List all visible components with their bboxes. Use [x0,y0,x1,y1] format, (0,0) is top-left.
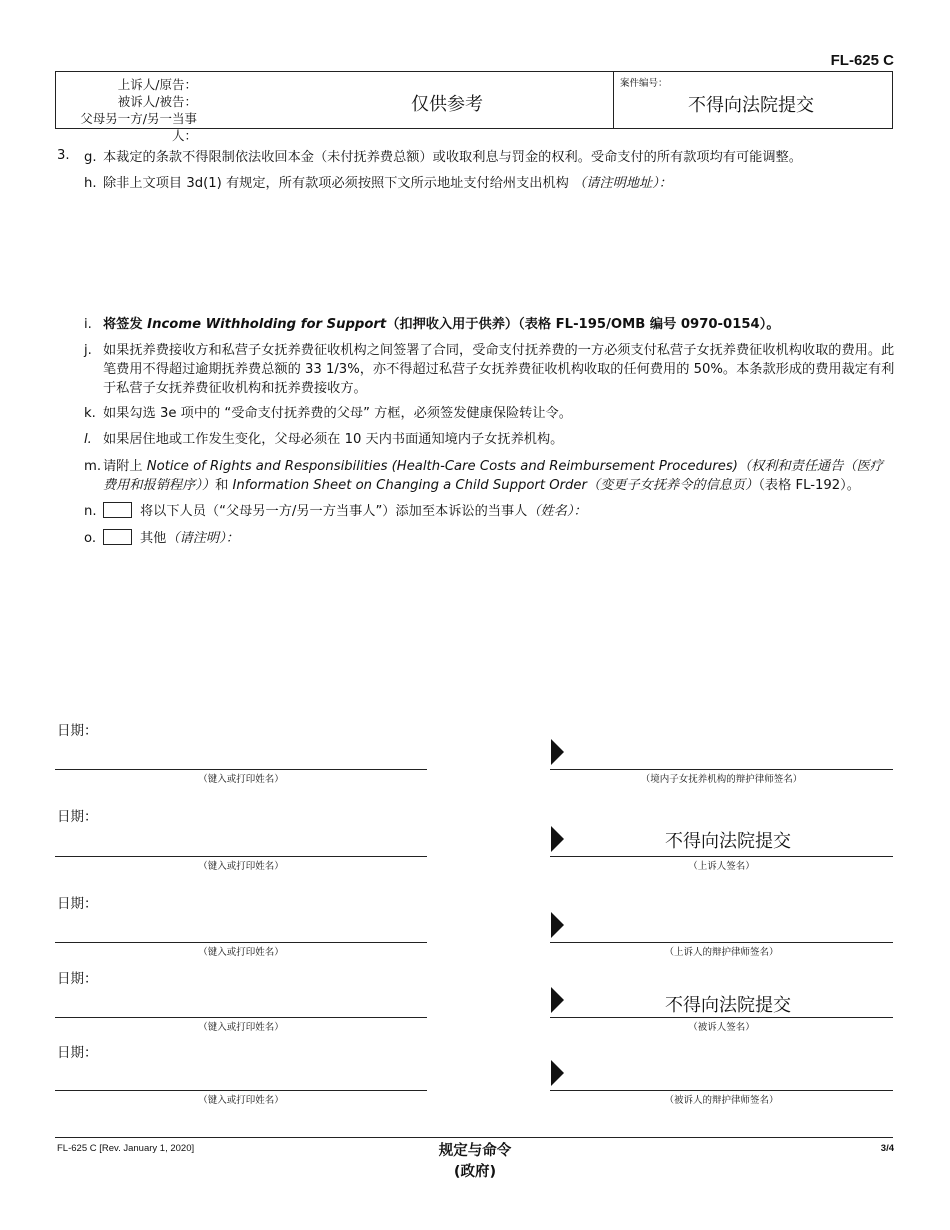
footer-title-block [375,1141,575,1183]
item-l-label: l. [84,432,92,447]
item-h-instruction: （请注明地址）： [573,176,672,191]
form-id: FL-625 C [830,52,894,69]
case-number-value: 不得向法院提交 [688,95,814,116]
sig5-name-line[interactable] [55,1090,427,1091]
footer-subtitle: (政府) [453,1164,497,1180]
item-h-content [103,174,895,193]
caption-label-petitioner: 上诉人/原告： [117,77,197,92]
item-g-text: 本裁定的条款不得限制依法收回本金（未付抚养费总额）或收取利息与罚金的权利。受命支付的所有款项均有可能调整。 [103,150,802,165]
item-i-label: i. [84,317,92,332]
sig3-date-label: 日期： [57,896,98,912]
item-k-text: 如果勾选 3e 项中的 “受命支付抚养费的父母” 方框，必须签发健康保险转让令。 [103,406,572,421]
sig1-name-caption: （键入或打印姓名） [198,774,284,785]
sig1-signature-caption: （境内子女抚养机构的辩护律师签名） [640,774,803,785]
item-l-text: 如果居住地或工作发生变化，父母必须在 10 天内书面通知境内子女抚养机构。 [103,432,564,447]
case-number-label: 案件编号： [620,78,668,89]
section-number: 3. [57,148,70,163]
item-i-pre: 将签发 [103,317,148,332]
item-m-pre: 请附上 [103,459,147,474]
item-i-post: （扣押收入用于供养）（表格 FL-195/OMB 编号 0970-0154）。 [386,317,780,332]
sig4-name-caption: （键入或打印姓名） [198,1022,284,1033]
sig1-signature-line[interactable] [550,769,893,770]
item-h-label: h. [84,176,97,191]
item-n-text: 将以下人员（“父母另一方/另一方当事人”）添加至本诉讼的当事人 [140,504,528,519]
sig5-arrow-icon [551,1060,564,1086]
sig5-name-caption: （键入或打印姓名） [198,1095,284,1106]
footer-divider [55,1137,893,1138]
item-m-title1: Notice of Rights and Responsibilities (Health-Care Costs and Reimbursement Procedures) [146,459,738,474]
sig5-signature-caption: （被诉人的辩护律师签名） [664,1095,779,1106]
item-i-form-title: Income Withholding for Support [147,317,387,332]
sig4-signature-line[interactable] [550,1017,893,1018]
item-o-text: 其他 [140,531,167,546]
footer-title: 规定与命令 [438,1143,512,1159]
sig2-name-caption: （键入或打印姓名） [198,861,284,872]
sig3-signature-line[interactable] [550,942,893,943]
item-m-content [103,457,895,495]
item-j-text: 如果抚养费接收方和私营子女抚养费征收机构之间签署了合同，受命支付抚养费的一方必须支付私营子女抚养费征收机构收取的费用。此笔费用不得超过逾期抚养费总额的 33 1/3%，亦不得超过私营子女抚养费征收机构收取的任何费用的 50%。本条款形成的费用裁定有利于私营子女抚养费征收机构和抚养费接收方。 [103,343,895,396]
item-h-text: 除非上文项目 3d(1) 有规定，所有款项必须按照下文所示地址支付给州支出机构 [103,176,569,191]
sig3-name-line[interactable] [55,942,427,943]
caption-box [55,71,893,143]
sig1-name-line[interactable] [55,769,427,770]
item-o-label: o. [84,531,97,546]
caption-label-other-party: 父母另一方/另一当事人： [80,111,197,143]
sig1-date-label: 日期： [57,723,98,739]
item-o-instruction: （请注明）： [166,531,239,546]
sig2-date-label: 日期： [57,809,98,825]
item-k-label: k. [84,406,96,421]
page-number: 3/4 [880,1143,894,1154]
item-m-title1-cn: （权利和责任通告（医疗费用和报销程序）） [103,459,883,493]
item-g-label: g. [84,150,97,165]
sig4-signature-caption: （被诉人签名） [688,1022,755,1033]
footer-revision: FL-625 C [Rev. January 1, 2020] [57,1143,195,1154]
item-m-title2-cn: （变更子女抚养令的信息页） [586,478,759,493]
sig4-name-line[interactable] [55,1017,427,1018]
sig5-date-label: 日期： [57,1045,98,1061]
caption-label-respondent: 被诉人/被告： [117,94,197,109]
item-m-mid: 和 [215,478,233,493]
sig2-name-line[interactable] [55,856,427,857]
sig3-signature-caption: （上诉人的辩护律师签名） [664,947,779,958]
item-j-label: j. [84,343,92,358]
sig4-signature-value: 不得向法院提交 [665,995,791,1016]
item-m-post: （表格 FL-192）。 [758,478,860,493]
item-n-checkbox[interactable] [103,502,132,518]
sig3-name-caption: （键入或打印姓名） [198,947,284,958]
sig2-signature-value: 不得向法院提交 [665,831,791,852]
caption-labels [56,76,197,144]
sig2-signature-line[interactable] [550,856,893,857]
item-m-title2: Information Sheet on Changing a Child Support Order [232,478,587,493]
item-n-content [103,502,895,521]
sig3-arrow-icon [551,912,564,938]
sig1-arrow-icon [551,739,564,765]
item-o-content [103,529,895,548]
item-n-label: n. [84,504,97,519]
caption-parties [56,72,614,143]
sig5-signature-line[interactable] [550,1090,893,1091]
item-m-label: m. [84,459,102,474]
item-o-checkbox[interactable] [103,529,132,545]
sig2-signature-caption: （上诉人签名） [688,861,755,872]
item-i-content [103,315,895,334]
caption-watermark: 仅供参考 [411,94,483,115]
item-n-instruction: （姓名）： [527,504,587,519]
sig4-date-label: 日期： [57,971,98,987]
